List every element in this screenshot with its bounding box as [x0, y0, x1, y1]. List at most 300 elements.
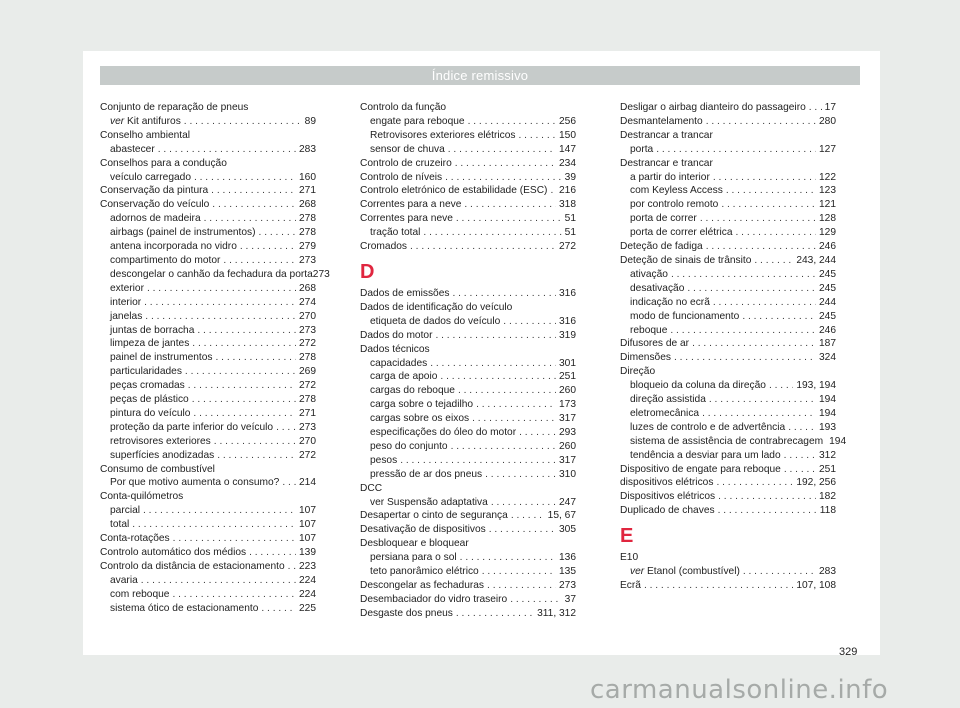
- entry-text: [360, 198, 461, 212]
- entry-text: [100, 130, 190, 141]
- index-entry: [100, 407, 316, 421]
- dot-leader: [259, 226, 296, 240]
- page-reference: 129: [819, 227, 836, 239]
- entry-text: [110, 393, 189, 407]
- entry-label: Controlo automático dos médios: [100, 547, 247, 558]
- entry-text: [110, 351, 213, 365]
- index-entry: [360, 212, 576, 226]
- entry-label: Dados de emissões: [360, 287, 450, 299]
- entry-label: Deteção de sinais de trânsito: [620, 254, 752, 266]
- dot-leader: [718, 504, 817, 518]
- entry-label: Consumo de combustível: [100, 463, 215, 475]
- entry-text: [100, 158, 227, 169]
- index-entry: [360, 468, 576, 482]
- entry-text: [630, 184, 723, 198]
- entry-label: especificações do óleo do motor: [370, 427, 517, 439]
- entry-label: dispositivos elétricos: [620, 477, 714, 489]
- page-reference: 251: [559, 371, 576, 383]
- dot-leader: [194, 171, 296, 185]
- entry-label: porta de correr: [630, 213, 697, 225]
- page-reference: 251: [819, 463, 836, 475]
- index-entry: [360, 198, 576, 212]
- page-reference: 118: [819, 505, 836, 517]
- dot-leader: [240, 240, 296, 254]
- entry-text: [360, 579, 484, 593]
- entry-text: [620, 101, 806, 115]
- page-reference: 89: [304, 115, 316, 127]
- entry-label: Dispositivo de engate para reboque: [620, 463, 781, 475]
- index-heading: [360, 301, 576, 315]
- entry-label: Dados técnicos: [360, 343, 430, 355]
- dot-leader: [718, 490, 816, 504]
- entry-label: adornos de madeira: [110, 213, 201, 225]
- entry-text: [370, 384, 455, 398]
- dot-leader: [192, 337, 296, 351]
- page-reference: 128: [819, 213, 836, 225]
- index-entry: [100, 476, 316, 490]
- entry-label: sensor de chuva: [370, 143, 445, 155]
- entry-label: Controlo de níveis: [360, 171, 443, 183]
- index-entry: [100, 143, 316, 157]
- page-reference: 268: [299, 282, 316, 294]
- entry-text: [110, 226, 256, 240]
- dot-leader: [288, 560, 296, 574]
- index-heading: [100, 463, 316, 477]
- dot-leader: [141, 574, 296, 588]
- index-entry: [100, 324, 316, 338]
- page-reference: 15, 67: [547, 510, 576, 522]
- index-heading: [100, 129, 316, 143]
- entry-text: [110, 254, 220, 268]
- dot-leader: [476, 398, 556, 412]
- entry-text: [630, 565, 740, 579]
- entry-label: Destrancar e trancar: [620, 157, 713, 169]
- entry-label: reboque: [630, 324, 668, 336]
- dot-leader: [519, 129, 556, 143]
- entry-text: [370, 143, 445, 157]
- dot-leader: [706, 240, 816, 254]
- entry-label: engate para reboque: [370, 115, 465, 127]
- dot-leader: [456, 607, 534, 621]
- entry-label: Dados de identificação do veículo: [360, 301, 513, 313]
- index-entry: [100, 532, 316, 546]
- dot-leader: [674, 351, 816, 365]
- dot-leader: [185, 365, 296, 379]
- index-entry: [360, 370, 576, 384]
- entry-text: [110, 324, 194, 338]
- entry-text: [370, 226, 420, 240]
- index-entry: [620, 449, 836, 463]
- entry-text: [360, 212, 453, 226]
- page-reference: 312: [819, 449, 836, 461]
- entry-label: pesos: [370, 454, 398, 466]
- entry-label: pintura do veículo: [110, 407, 191, 419]
- entry-label: Desativação de dispositivos: [360, 524, 486, 536]
- entry-text: [360, 509, 508, 523]
- page-reference: 278: [299, 227, 316, 239]
- dot-leader: [452, 287, 556, 301]
- dot-leader: [721, 198, 816, 212]
- index-entry: [360, 523, 576, 537]
- index-entry: [100, 171, 316, 185]
- entry-label: Desembaciador do vidro traseiro: [360, 593, 508, 605]
- dot-leader: [211, 184, 296, 198]
- entry-label: Difusores de ar: [620, 338, 690, 350]
- entry-text: [370, 129, 516, 143]
- entry-text: [620, 476, 713, 490]
- dot-leader: [644, 579, 793, 593]
- entry-text: [620, 254, 751, 268]
- dot-leader: [460, 551, 556, 565]
- entry-label: Conta-quilómetros: [100, 491, 184, 503]
- entry-text: [630, 435, 823, 449]
- page-reference: 193, 194: [796, 380, 836, 392]
- entry-label: total: [110, 519, 130, 531]
- dot-leader: [430, 357, 556, 371]
- page-reference: 107, 108: [796, 580, 836, 591]
- index-entry: [620, 171, 836, 185]
- page-reference: 245: [819, 282, 836, 294]
- dot-leader: [440, 370, 556, 384]
- entry-label: Controlo da distância de estacionamento: [100, 560, 285, 572]
- entry-label: capacidades: [370, 357, 428, 369]
- index-entry: [360, 115, 576, 129]
- dot-leader: [276, 421, 296, 435]
- page-reference: 139: [299, 547, 316, 558]
- page-reference: 39: [564, 171, 576, 183]
- entry-label: retrovisores exteriores: [110, 435, 211, 447]
- page-number: 329: [839, 646, 858, 658]
- page-reference: 305: [559, 524, 576, 536]
- index-entry: [360, 412, 576, 426]
- page-reference: 278: [299, 394, 316, 406]
- index-entry: [360, 509, 576, 523]
- entry-text: [110, 365, 182, 379]
- index-entry: [620, 296, 836, 310]
- entry-text: [110, 296, 141, 310]
- index-entry: [620, 476, 836, 490]
- entry-text: [620, 240, 703, 254]
- entry-text: [110, 602, 258, 616]
- entry-label: Retrovisores exteriores elétricos: [370, 129, 516, 141]
- dot-leader: [456, 212, 562, 226]
- page-reference: 17: [824, 102, 836, 113]
- entry-label: Controlo eletrónico de estabilidade (ESC): [360, 185, 548, 197]
- index-entry: [620, 407, 836, 421]
- page-reference: 316: [559, 315, 576, 327]
- entry-text: [110, 240, 237, 254]
- dot-leader: [706, 115, 816, 129]
- index-entry: [620, 421, 836, 435]
- dot-leader: [769, 379, 793, 393]
- page-reference: 123: [819, 185, 836, 197]
- entry-text: [620, 504, 715, 518]
- entry-label: peças de plástico: [110, 394, 189, 406]
- index-entry: [620, 268, 836, 282]
- index-entry: [100, 337, 316, 351]
- entry-label: direção assistida: [630, 394, 706, 406]
- dot-leader: [217, 449, 296, 463]
- dot-leader: [197, 324, 296, 338]
- page-reference: 51: [564, 227, 576, 239]
- dot-leader: [742, 310, 816, 324]
- dot-leader: [204, 212, 296, 226]
- entry-label: E10: [620, 552, 639, 564]
- index-entry: [360, 384, 576, 398]
- index-heading: [100, 157, 316, 171]
- page-reference: 273: [299, 421, 316, 433]
- entry-text: [630, 171, 710, 185]
- page-reference: 107: [299, 505, 316, 517]
- page-reference: 244: [819, 296, 836, 308]
- dot-leader: [143, 504, 296, 518]
- index-entry: [620, 310, 836, 324]
- entry-label: luzes de controlo e de advertência: [630, 421, 786, 433]
- index-entry: [360, 565, 576, 579]
- dot-leader: [713, 171, 816, 185]
- entry-text: [360, 607, 453, 621]
- index-entry: [620, 490, 836, 504]
- page-reference: 293: [559, 427, 576, 439]
- entry-text: [370, 551, 457, 565]
- index-entry: [100, 435, 316, 449]
- page-reference: 310: [559, 468, 576, 480]
- index-entry: [360, 440, 576, 454]
- dot-leader: [468, 115, 556, 129]
- entry-label: janelas: [110, 310, 143, 322]
- index-entry: [620, 240, 836, 254]
- entry-text: [110, 337, 189, 351]
- dot-leader: [726, 184, 816, 198]
- entry-text: [620, 115, 703, 129]
- index-heading: [360, 343, 576, 357]
- entry-label: ativação: [630, 268, 668, 280]
- page-reference: 268: [299, 199, 316, 211]
- entry-label: tendência a desviar para um lado: [630, 449, 781, 461]
- index-entry: [100, 226, 316, 240]
- entry-label: Desligar o airbag dianteiro do passageiro: [620, 102, 806, 113]
- page-reference: 318: [559, 199, 576, 211]
- page-reference: 246: [819, 241, 836, 253]
- dot-leader: [184, 115, 302, 129]
- dot-leader: [144, 296, 296, 310]
- page-reference: 279: [299, 241, 316, 253]
- dot-leader: [445, 171, 562, 185]
- entry-text: [110, 282, 144, 296]
- entry-label: eletromecânica: [630, 407, 700, 419]
- entry-text: [110, 574, 138, 588]
- entry-label: com Keyless Access: [630, 185, 723, 197]
- index-entry: [100, 504, 316, 518]
- entry-label: Desmantelamento: [620, 115, 703, 127]
- entry-text: [100, 464, 215, 475]
- dot-leader: [487, 579, 556, 593]
- entry-text: [100, 102, 248, 113]
- dot-leader: [700, 212, 816, 226]
- entry-text: [620, 366, 655, 377]
- entry-label: Conselhos para a condução: [100, 157, 227, 169]
- page-reference: 37: [564, 593, 576, 605]
- index-entry: [620, 435, 847, 449]
- entry-label: carga sobre o tejadilho: [370, 399, 474, 411]
- dot-leader: [464, 198, 556, 212]
- page-reference: 260: [559, 440, 576, 452]
- index-entry: [620, 393, 836, 407]
- index-entry: [360, 579, 576, 593]
- index-heading: [360, 537, 576, 551]
- dot-leader: [489, 523, 556, 537]
- index-heading: [620, 157, 836, 171]
- dot-leader: [212, 198, 296, 212]
- index-heading: [620, 551, 836, 565]
- entry-text: [110, 518, 129, 532]
- page-reference: 51: [564, 213, 576, 225]
- entry-text: [110, 421, 273, 435]
- entry-text: [630, 226, 733, 240]
- see-reference: ver: [630, 566, 645, 578]
- dot-leader: [423, 226, 561, 240]
- entry-text: [110, 310, 142, 324]
- entry-text: [360, 102, 446, 113]
- entry-label: peso do conjunto: [370, 440, 448, 452]
- dot-leader: [519, 426, 556, 440]
- index-entry: [620, 115, 836, 129]
- entry-label: proteção da parte inferior do veículo: [110, 421, 274, 433]
- index-entry: [620, 463, 836, 477]
- page-reference: 127: [819, 143, 836, 155]
- entry-text: [630, 421, 785, 435]
- index-heading: [620, 129, 836, 143]
- dot-leader: [188, 379, 296, 393]
- index-entry: [620, 198, 836, 212]
- index-entry: [100, 240, 316, 254]
- dot-leader: [656, 143, 816, 157]
- page-reference: 273: [299, 254, 316, 266]
- page-reference: 272: [299, 338, 316, 350]
- index-entry: [360, 171, 576, 185]
- entry-text: [360, 240, 407, 254]
- page-reference: 194: [819, 394, 836, 406]
- entry-label: compartimento do motor: [110, 254, 221, 266]
- index-entry: [360, 157, 576, 171]
- entry-label: desativação: [630, 282, 685, 294]
- see-reference: ver: [110, 115, 125, 127]
- index-entry: [100, 379, 316, 393]
- index-entry: [620, 379, 836, 393]
- page-reference: 224: [299, 588, 316, 600]
- entry-text: [630, 212, 697, 226]
- entry-label: com reboque: [110, 588, 170, 600]
- entry-label: Destrancar a trancar: [620, 129, 713, 141]
- dot-leader: [216, 351, 296, 365]
- entry-label: Conselho ambiental: [100, 129, 191, 141]
- index-entry: [620, 226, 836, 240]
- page-reference: 278: [299, 352, 316, 364]
- entry-text: [620, 490, 715, 504]
- page-reference: 280: [819, 115, 836, 127]
- index-entry: [360, 454, 576, 468]
- entry-text: [110, 268, 313, 282]
- page-reference: 273: [312, 268, 330, 280]
- entry-text: [110, 449, 214, 463]
- page-reference: 150: [559, 129, 576, 141]
- index-entry: [100, 198, 316, 212]
- entry-text: [110, 143, 155, 157]
- entry-label: veículo carregado: [110, 171, 191, 183]
- entry-label: cargas do reboque: [370, 385, 455, 397]
- dot-leader: [455, 157, 556, 171]
- page-reference: 214: [299, 477, 316, 489]
- entry-text: [110, 115, 181, 129]
- entry-label: painel de instrumentos: [110, 352, 213, 364]
- entry-label: Dimensões: [620, 352, 671, 364]
- entry-text: [100, 491, 183, 502]
- index-column-2: [360, 101, 576, 621]
- page-reference: 223: [299, 560, 316, 572]
- entry-label: superfícies anodizadas: [110, 449, 215, 461]
- entry-text: [100, 532, 170, 546]
- entry-text: [630, 296, 710, 310]
- entry-label: por controlo remoto: [630, 199, 719, 211]
- entry-label: Desbloquear e bloquear: [360, 538, 469, 550]
- dot-leader: [687, 282, 816, 296]
- entry-text: [370, 496, 488, 510]
- entry-text: [100, 198, 209, 212]
- page-reference: 194: [819, 407, 836, 419]
- entry-label: cargas sobre os eixos: [370, 413, 470, 425]
- entry-text: [370, 412, 469, 426]
- dot-leader: [147, 282, 296, 296]
- entry-text: [110, 435, 211, 449]
- dot-leader: [448, 143, 556, 157]
- index-entry: [100, 115, 316, 129]
- index-heading: [100, 101, 316, 115]
- entry-text: [100, 546, 246, 560]
- entry-label: teto panorâmico elétrico: [370, 566, 479, 578]
- entry-label: Conservação do veículo: [100, 199, 210, 211]
- entry-label: Direção: [620, 366, 656, 378]
- entry-text: [620, 552, 638, 563]
- page-reference: 283: [299, 143, 316, 155]
- page-reference: 135: [559, 566, 576, 578]
- index-entry: [360, 240, 576, 254]
- dot-leader: [736, 226, 817, 240]
- page-reference: 324: [819, 352, 836, 364]
- page-reference: 317: [559, 454, 576, 466]
- index-entry: [360, 496, 576, 510]
- dot-leader: [400, 454, 556, 468]
- entry-text: [630, 143, 653, 157]
- page-reference: 216: [559, 185, 576, 197]
- section-letter: D: [360, 260, 375, 283]
- entry-label: Conservação da pintura: [100, 185, 209, 197]
- page-reference: 273: [299, 324, 316, 336]
- page-reference: 272: [299, 380, 316, 392]
- entry-text: [630, 282, 684, 296]
- entry-label: Correntes para neve: [360, 213, 453, 225]
- entry-label: porta de correr elétrica: [630, 227, 733, 239]
- entry-text: [360, 483, 382, 494]
- dot-leader: [482, 565, 556, 579]
- entry-label: ver Suspensão adaptativa: [370, 496, 488, 508]
- page-reference: 274: [299, 296, 316, 308]
- page-reference: 269: [299, 366, 316, 378]
- index-entry: [360, 551, 576, 565]
- entry-label: airbags (painel de instrumentos): [110, 227, 256, 239]
- entry-label: particularidades: [110, 366, 182, 378]
- entry-text: [630, 268, 668, 282]
- dot-leader: [784, 463, 816, 477]
